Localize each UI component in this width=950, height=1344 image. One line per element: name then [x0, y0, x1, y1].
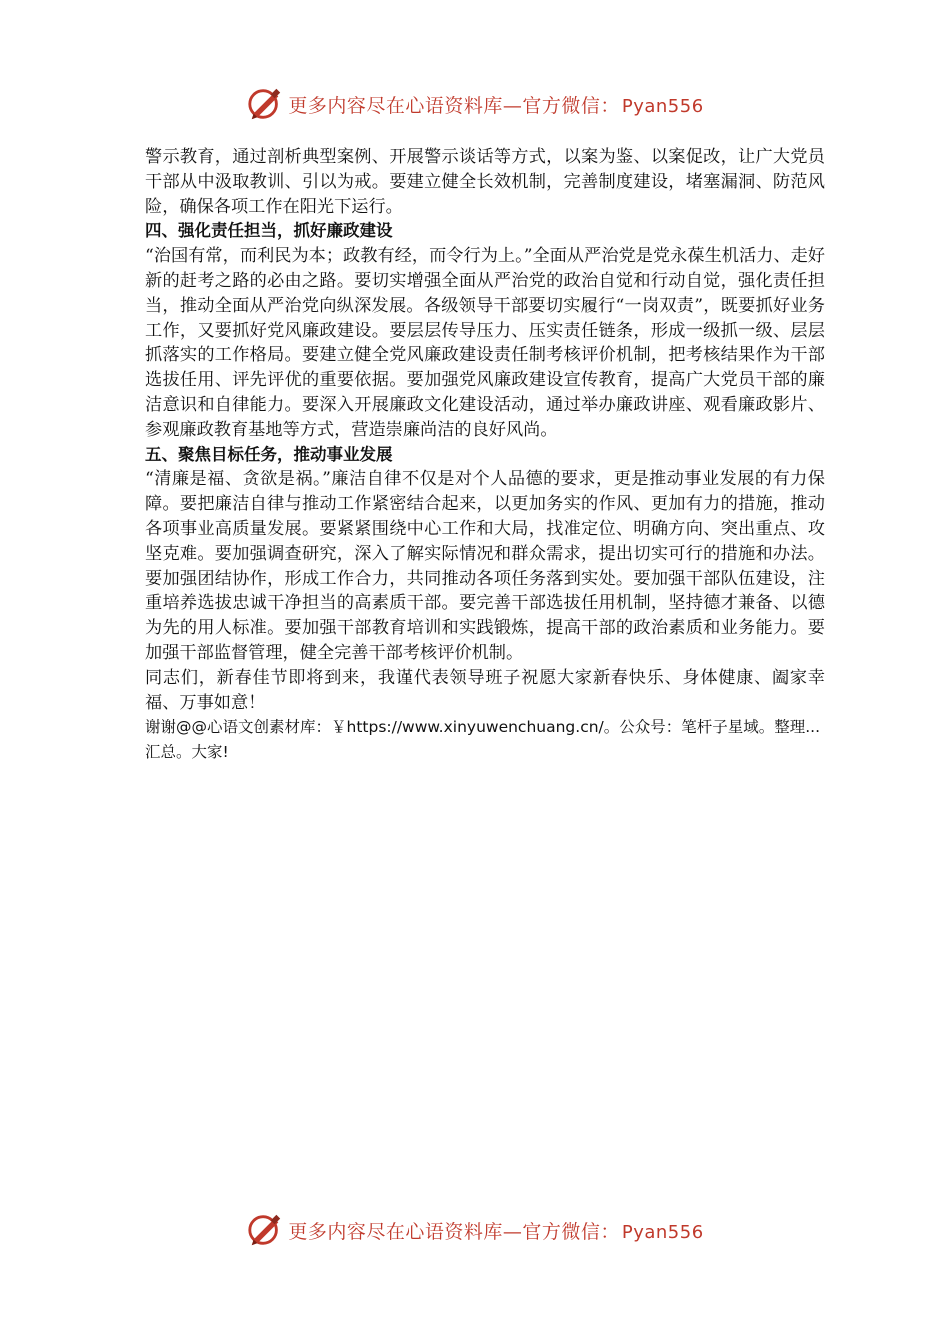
paragraph-section-5: “清廉是福、贪欲是祸。”廉洁自律不仅是对个人品德的要求，更是推动事业发展的有力保障。要把廉洁自律与推动工作紧密结合起来，以更加务实的作风、更加有力的措施，推动各项事业高质量发展。要紧紧围绕中心工作和大局，找准定位、明确方向、突出重点、攻坚克难。要加强调查研究，深入了解实际情况和群众需求，提出切实可行的措施和办法。要加强团结协作，形成工作合力，共同推动各项任务落到实处。要加强干部队伍建设，注重培养选拔忠诚干净担当的高素质干部。要完善干部选拔任用机制，坚持德才兼备、以德为先的用人标准。要加强干部教育培训和实践锻炼，提高干部的政治素质和业务能力。要加强干部监督管理，健全完善干部考核评价机制。 — [145, 469, 825, 663]
header-wechat-id: Pyan556 — [621, 95, 704, 117]
source-footnote: 谢谢@@心语文创素材库：￥https://www.xinyuwenchuang.cn/。公众号：笔杆子星域。整理...汇总。大家! — [145, 718, 821, 762]
section-heading-4: 四、强化责任担当，抓好廉政建设 — [145, 221, 393, 241]
header-banner-text — [288, 91, 703, 118]
pen-logo-icon — [246, 1211, 284, 1249]
footer-banner-text — [288, 1217, 703, 1244]
pen-logo-icon — [246, 85, 284, 123]
paragraph-closing: 同志们，新春佳节即将到来，我谨代表领导班子祝愿大家新春快乐、身体健康、阖家幸福、万事如意！ — [145, 667, 825, 713]
document-body — [145, 145, 825, 765]
footer-wechat-id: Pyan556 — [621, 1221, 704, 1243]
paragraph-section-4: “治国有常，而利民为本；政教有经，而令行为上。”全面从严治党是党永葆生机活力、走好新的赶考之路的必由之路。要切实增强全面从严治党的政治自觉和行动自觉，强化责任担当，推动全面从严治党向纵深发展。各级领导干部要切实履行“一岗双责”，既要抓好业务工作，又要抓好党风廉政建设。要层层传导压力、压实责任链条，形成一级抓一级、层层抓落实的工作格局。要建立健全党风廉政建设责任制考核评价机制，把考核结果作为干部选拔任用、评先评优的重要依据。要加强党风廉政建设宣传教育，提高广大党员干部的廉洁意识和自律能力。要深入开展廉政文化建设活动，通过举办廉政讲座、观看廉政影片、参观廉政教育基地等方式，营造崇廉尚洁的良好风尚。 — [145, 246, 825, 440]
footer-banner — [0, 1210, 950, 1250]
header-banner-label: 更多内容尽在心语资料库—官方微信： — [288, 94, 620, 117]
header-banner — [0, 84, 950, 124]
paragraph-intro: 警示教育，通过剖析典型案例、开展警示谈话等方式，以案为鉴、以案促改，让广大党员干部从中汲取教训、引以为戒。要建立健全长效机制，完善制度建设，堵塞漏洞、防范风险，确保各项工作在阳光下运行。 — [145, 147, 825, 217]
footer-banner-label: 更多内容尽在心语资料库—官方微信： — [288, 1220, 620, 1243]
section-heading-5: 五、聚焦目标任务，推动事业发展 — [145, 444, 393, 464]
